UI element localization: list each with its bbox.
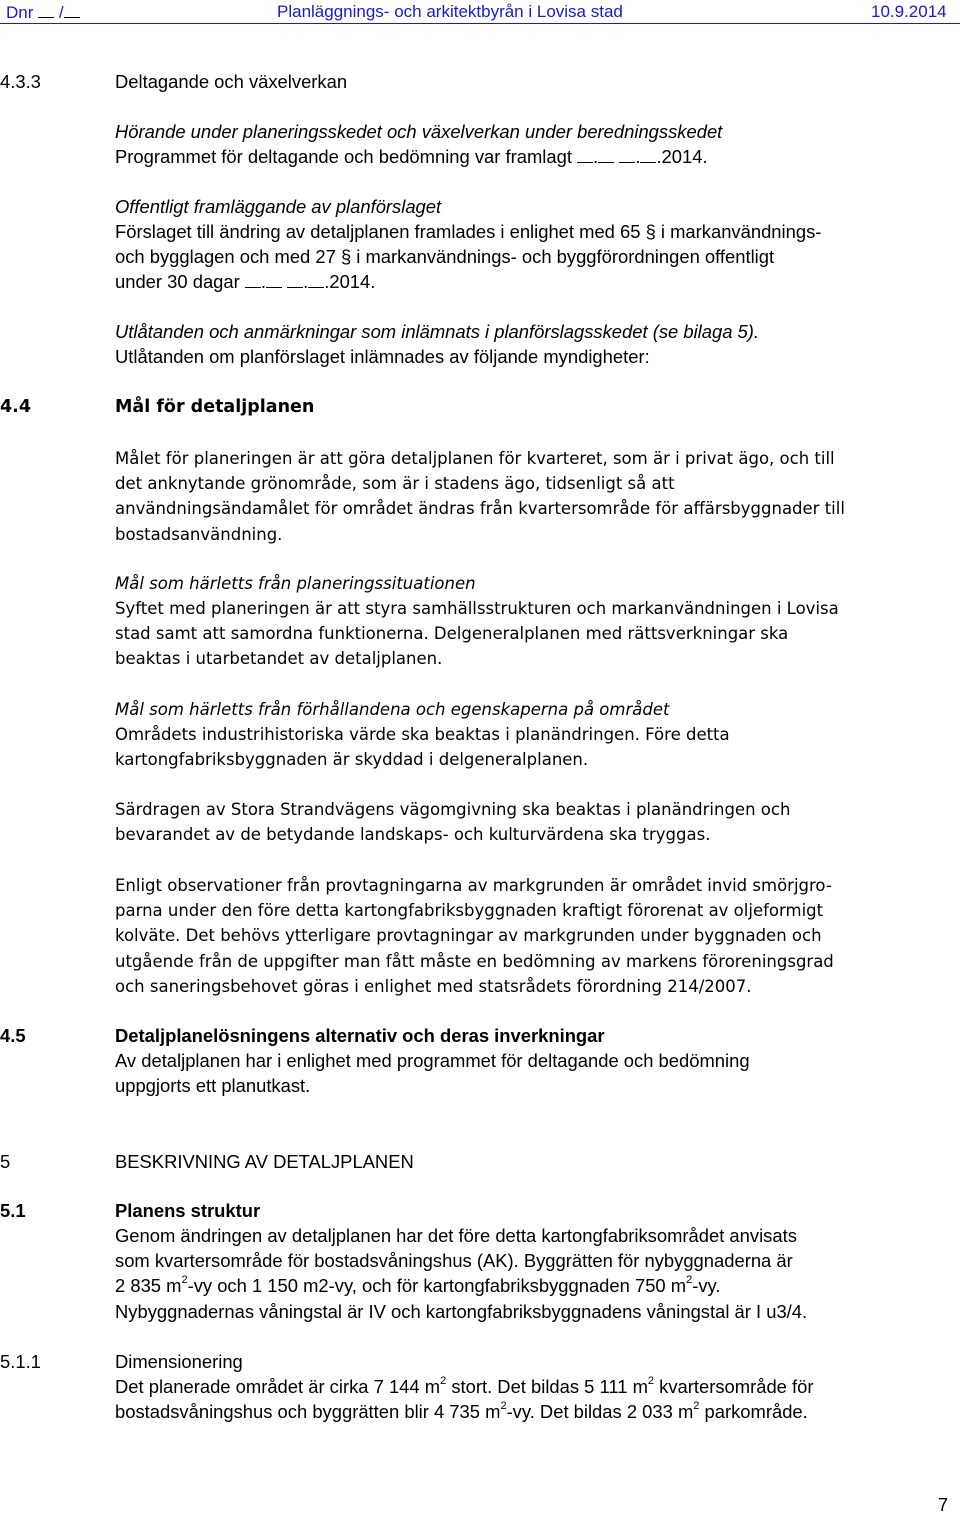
text-line: det anknytande grönområde, som är i stadens ägo, tidsenligt så att: [115, 474, 675, 494]
text-line: bostadsvåningshus och byggrätten blir 4 735 $m^2-vy$. Det bildas 2 033 $m^2$ parkområde.: [115, 1400, 808, 1423]
text-line: Genom ändringen av detaljplanen har det före detta kartongfabriksområdet anvisats: [115, 1225, 797, 1246]
subheading-offentligt: [115, 194, 945, 219]
subheading-forhallandena: [115, 697, 945, 722]
section-title-4-3-3: Deltagande och växelverkan: [115, 71, 348, 92]
paragraph-myndigheter: [115, 344, 945, 369]
section-number-4-4: 4.4: [0, 397, 32, 417]
text-line: användningsändamålet för området ändras från kvartersområde för affärsbyggnader till: [115, 499, 845, 519]
section-number-5-1: 5.1: [0, 1200, 26, 1221]
subheading-planeringssituationen: [115, 571, 945, 596]
text-line: bostadsanvändning.: [115, 524, 283, 544]
header-office: Planläggnings- och arkitektbyrån i Lovisa stad: [277, 2, 623, 21]
text-line: Utlåtanden om planförslaget inlämnades av följande myndigheter:: [115, 346, 650, 367]
text-line: Förslaget till ändring av detaljplanen framlades i enlighet med 65 § i markanvändnings-: [115, 221, 822, 242]
section-title-5: BESKRIVNING AV DETALJPLANEN: [115, 1151, 414, 1172]
paragraph-forslaget: [115, 219, 945, 295]
subheading-horande: [115, 119, 945, 144]
text-line: parna under den före detta kartongfabriksbyggnaden kraftigt förorenat av oljeformigt: [115, 901, 824, 921]
text-line: och bygglagen och med 27 § i markanvändnings- och byggförordningen offentligt: [115, 246, 775, 268]
header-date: 10.9.2014: [871, 2, 947, 21]
text-line: utgående från de uppgifter man fått måste en bedömning av markens föroreningsgrad: [115, 951, 834, 971]
text-line: Syftet med planeringen är att styra samhällsstrukturen och markanvändningen i Lovisa: [115, 599, 839, 618]
paragraph-syftet: [115, 596, 945, 672]
text-line: Hörande under planeringsskedet och växelverkan under beredningsskedet: [115, 121, 723, 142]
paragraph-sardragen: [115, 797, 945, 847]
text-line: Utlåtanden och anmärkningar som inlämnats i planförslagsskedet (se bilaga 5).: [115, 321, 760, 342]
page-number: 7: [938, 1495, 949, 1515]
section-number-5: 5: [0, 1151, 11, 1172]
text-line: Nybyggnadernas våningstal är IV och kartongfabriksbyggnadens våningstal är I u3/4.: [115, 1300, 808, 1322]
text-line: under 30 dagar . . .2014.: [115, 271, 376, 293]
paragraph-observationer: [115, 873, 945, 999]
subheading-utlatanden: [115, 319, 945, 344]
text-line: Av detaljplanen har i enlighet med programmet för deltagande och bedömning: [115, 1050, 750, 1071]
text-line: Det planerade området är cirka 7 144 $m^2$ stort. Det bildas 5 111 $m^2$ kvartersområde för: [115, 1374, 814, 1397]
text-line: och saneringsbehovet göras i enlighet med statsrådets förordning 214/2007.: [115, 976, 752, 996]
text-line: Offentligt framläggande av planförslaget: [115, 196, 442, 217]
text-line: Enligt observationer från provtagningarna av markgrunden är området invid smörjgro-: [115, 876, 832, 895]
paragraph-program-framlagt: [115, 144, 945, 169]
text-line: som kvartersområde för bostadsvåningshus (AK). Byggrätten för nybyggnaderna är: [115, 1250, 793, 1272]
paragraph-planens-struktur: [115, 1223, 945, 1324]
section-title-4-5: Detaljplanelösningens alternativ och deras inverkningar: [115, 1025, 605, 1046]
paragraph-industrihistoriska: [115, 722, 945, 772]
text-line: Målet för planeringen är att göra detaljplanen för kvarteret, som är i privat ägo, och till: [115, 449, 835, 468]
text-line: Särdragen av Stora Strandvägens vägomgivning ska beaktas i planändringen och: [115, 800, 791, 819]
paragraph-dimensionering: [115, 1374, 945, 1424]
text-line: Mål som härletts från förhållandena och egenskaperna på området: [115, 700, 670, 719]
text-line: stad samt att samordna funktionerna. Delgeneralplanen med rättsverkningar ska: [115, 624, 789, 644]
section-number-4-5: 4.5: [0, 1025, 26, 1046]
paragraph-malet: [115, 446, 945, 547]
text-line: Programmet för deltagande och bedömning var framlagt . . .2014.: [115, 146, 708, 167]
text-line: bevarandet av de betydande landskaps- och kulturvärdena ska tryggas.: [115, 825, 711, 845]
header-rule: [0, 23, 960, 24]
header-dnr: Dnr /: [6, 2, 80, 23]
section-number-4-3-3: 4.3.3: [0, 71, 41, 92]
section-title-4-4: Mål för detaljplanen: [115, 397, 315, 417]
paragraph-planutkast: [115, 1048, 945, 1098]
text-line: beaktas i utarbetandet av detaljplanen.: [115, 649, 443, 669]
text-line: uppgjorts ett planutkast.: [115, 1075, 311, 1097]
text-line: Områdets industrihistoriska värde ska beaktas i planändringen. Före detta: [115, 725, 730, 744]
text-line: kolväte. Det behövs ytterligare provtagningar av markgrunden under byggnaden och: [115, 926, 822, 946]
section-number-5-1-1: 5.1.1: [0, 1351, 41, 1372]
text-line: kartongfabriksbyggnaden är skyddad i delgeneralplanen.: [115, 750, 589, 770]
text-line: Mål som härletts från planeringssituationen: [115, 574, 476, 593]
section-title-5-1-1: Dimensionering: [115, 1351, 243, 1372]
text-line: 2 835 $m^2-vy$ och 1 150 m2-vy, och för kartongfabriksbyggnaden 750 $m^2-vy$.: [115, 1274, 721, 1297]
section-title-5-1: Planens struktur: [115, 1200, 261, 1221]
